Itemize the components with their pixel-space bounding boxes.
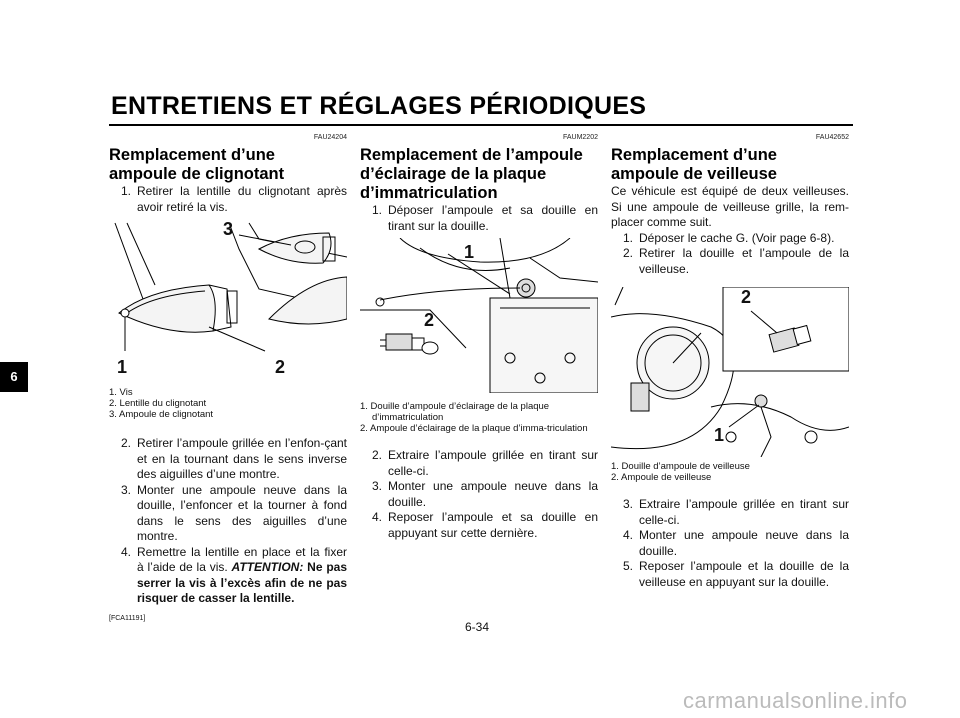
step-item: 1. Retirer la lentille du clignotant après avoir retiré la vis. [121,184,347,214]
caption-item: 1. Douille d’ampoule d’éclairage de la plaque d’immatriculation [360,401,550,423]
step-item: 4. Monter une ampoule neuve dans la douille. [623,528,849,558]
parking-light-illustration [611,287,849,457]
section-parking-light [611,134,849,590]
page-title: ENTRETIENS ET RÉGLAGES PÉRIODIQUES [111,92,647,120]
step-item: 1. Déposer l’ampoule et sa douille en tirant sur la douille. [372,203,598,233]
license-light-illustration [360,238,598,393]
title-rule [109,124,853,126]
figure-license-light [360,238,598,393]
callout-2: 2 [424,310,435,330]
steps-list [109,436,347,607]
chapter-tab[interactable]: 6 [0,362,28,392]
steps-list [360,448,598,541]
caption-item: 2. Ampoule de veilleuse [611,472,712,483]
caption-item: 1. Vis [109,387,133,398]
step-item: 4. Reposer l’ampoule et sa douille en appuyant sur cette dernière. [372,510,598,540]
caption-item: 2. Ampoule d’éclairage de la plaque d’imma-triculation [360,423,588,434]
step-item: 2. Extraire l’ampoule grillée en tirant sur celle-ci. [372,448,598,478]
intro-text: Ce véhicule est équipé de deux veilleuses. Si une ampoule de veilleuse grille, la rem-placer comme suit. [611,184,849,229]
caption-item: 1. Douille d’ampoule de veilleuse [611,461,750,472]
callout-2: 2 [741,287,752,307]
step-item: 2. Retirer l’ampoule grillée en l’enfon-çant et en la tournant dans le sens inverse des aiguilles d’une montre. [121,436,347,481]
section-heading: Remplacement de l’ampoule d’éclairage de la plaque d’immatriculation [360,146,583,202]
callout-1: 1 [464,242,475,262]
figure-captions [611,461,849,483]
watermark[interactable]: carmanualsonline.info [683,688,908,713]
steps-list [109,184,347,215]
fca-code: [FCA11191] [109,614,146,622]
step-item: 1. Déposer le cache G. (Voir page 6-8). [623,230,835,245]
section-heading: Remplacement d’une ampoule de veilleuse [611,146,777,183]
section-turn-signal [109,134,347,622]
step-item: 4. Remettre la lentille en place et la fixer à l’aide de la vis. ATTENTION: Ne pas serrer la vis à l’excès afin de ne pas risquer de casser la lentille. [121,544,348,605]
step-item: 5. Reposer l’ampoule et la douille de la veilleuse en appuyant sur la douille. [623,559,849,589]
step-item: 3. Monter une ampoule neuve dans la douille, l’enfoncer et la tourner à fond dans le sens des aiguilles d’une montre. [121,482,347,543]
steps-list [611,231,849,278]
figure-turn-signal [109,219,347,385]
turn-signal-illustration [109,219,347,385]
section-code: FAU24204 [313,134,347,141]
caption-item: 2. Lentille du clignotant [109,398,207,409]
figure-captions [360,401,598,434]
caption-item: 3. Ampoule de clignotant [109,409,214,420]
steps-list [611,497,849,590]
section-license-light [360,134,598,541]
step-item: 2. Retirer la douille et l’ampoule de la veilleuse. [623,246,849,276]
callout-3: 3 [223,219,234,239]
steps-list [360,203,598,234]
step-item: 3. Monter une ampoule neuve dans la douille. [372,479,598,509]
section-heading: Remplacement d’une ampoule de clignotant [109,146,285,183]
attention-text: Ne pas serrer la vis à l’excès afin de ne pas risquer de casser la lentille. [137,560,348,605]
callout-1: 1 [714,425,725,445]
callout-1: 1 [117,357,128,377]
figure-parking-light [611,287,849,457]
section-code: FAUM2202 [562,134,598,141]
figure-captions [109,387,347,420]
attention-label: ATTENTION: [231,560,304,574]
page-number: 6-34 [465,620,490,634]
callout-2: 2 [275,357,286,377]
step-item: 3. Extraire l’ampoule grillée en tirant sur celle-ci. [623,497,849,527]
section-code: FAU42652 [815,134,849,141]
